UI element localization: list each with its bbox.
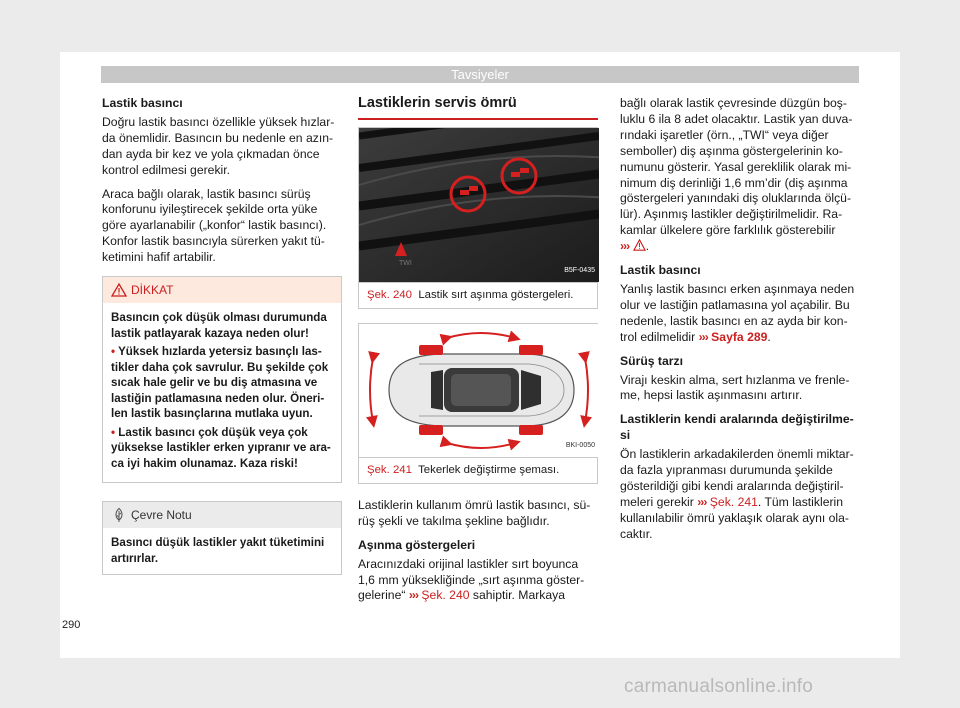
figure-caption-text: Lastik sırt aşınma göstergeleri. (418, 288, 574, 301)
bullet-text: Lastik basıncı çok düşük veya çok yüksekse lastikler erken yıpranır ve ara-ca iyi hakim olunamaz. Kaza riski! (111, 425, 331, 470)
reference-arrow: ››› (620, 239, 630, 254)
text: . (767, 329, 771, 344)
warning-box-header (103, 277, 341, 303)
warning-bullet (111, 344, 331, 422)
page-link[interactable]: Sayfa 289 (711, 329, 768, 344)
text: Ön lastiklerin arkadakilerden önemli miktar-da fazla yıpranması durumunda şekilde gösterildiği gibi kendi aralarında değiştiril-meleri gerekir (620, 447, 854, 509)
paragraph: Doğru lastik basıncı özellikle yüksek hızlar-da önemlidir. Basıncın bu nedenle en azın-dan ayda bir kez ve yola çıkmadan önce kontrol edilmesi gerekir. (102, 114, 335, 177)
text: bağlı olarak lastik çevresinde düzgün boş-luklu 6 ila 8 adet olacaktır. Lastik yan duva-rındaki işaretler (örn., „TWI“ veya diğer semboller) diş aşınma göstergelerinin ko-numunu gösterir. Yasal gereklilik olarak mi-nimum diş derinliği 1,6 mm’dir (diş aşınma göstergeleri yanındaki diş oluklarında ölçü-lür). Aşınmış lastikler değiştirilmelidir. Ra-kamlar ülkelere göre farklılık gösterebilir (620, 96, 853, 238)
column-middle (358, 96, 598, 612)
text: Aracınızdaki orijinal lastikler sırt boyunca 1,6 mm yüksekliğinde „sırt aşınma göster-gelerine“ (358, 556, 585, 603)
paragraph (620, 447, 860, 542)
paragraph (620, 282, 860, 346)
paragraph (620, 96, 860, 255)
column-left (102, 96, 342, 575)
text: Yanlış lastik basıncı erken aşınmaya neden olur ve lastiğin patlamasına yol açabilir. Bu nedenle, lastik basıncı en az ayda bir kon-trol edilmelidir (620, 281, 855, 344)
leaf-icon (111, 507, 127, 523)
warning-triangle-icon (111, 282, 127, 298)
reference-arrow: ››› (697, 494, 707, 509)
figure-caption (359, 282, 597, 308)
driving-style-heading: Sürüş tarzı (620, 353, 683, 368)
paragraph (358, 557, 598, 605)
figure-241 (358, 323, 598, 484)
figure-240 (358, 127, 598, 309)
paragraph: Araca bağlı olarak, lastik basıncı sürüş konforunu iyileştirecek şekilde orta yüke göre ayarlanabilir („konfor“ lastik basıncı). Konfor lastik basıncıyla sürerken yakıt tü-ketimini hafif artabilir. (102, 186, 327, 265)
tire-tread-image (359, 128, 599, 282)
image-code: BKI-0050 (565, 442, 595, 449)
text: . (645, 239, 649, 254)
eco-note-box (102, 501, 342, 575)
paragraph: Lastiklerin kullanım ömrü lastik basıncı, sü-rüş şekli ve takılma şekline bağlıdır. (358, 497, 591, 528)
warning-triangle-icon[interactable] (633, 239, 646, 251)
figure-link[interactable]: Şek. 240 (421, 588, 470, 603)
section-title: Lastiklerin servis ömrü (358, 96, 598, 120)
warning-body (103, 303, 341, 482)
figure-link[interactable]: Şek. 241 (709, 494, 758, 509)
image-code: B5F-0435 (564, 267, 595, 274)
tire-rotation-diagram (359, 324, 599, 457)
reference-arrow: ››› (698, 329, 708, 344)
warning-bullet (111, 425, 331, 472)
warning-lead: Basıncın çok düşük olması durumunda lastik patlayarak kazaya neden olur! (111, 311, 327, 340)
column-right (620, 96, 860, 551)
bullet-mark: • (111, 425, 116, 439)
text: sahiptir. Markaya (472, 588, 566, 603)
tire-rotation-heading: Lastiklerin kendi aralarında değiştirilme-si (620, 412, 854, 443)
figure-caption-text: Tekerlek değiştirme şeması. (418, 463, 560, 476)
tire-pressure-heading: Lastik basıncı (620, 263, 701, 278)
eco-note-header (103, 502, 341, 528)
warning-box (102, 276, 342, 483)
tire-tread-illustration (359, 128, 599, 282)
wear-indicators-heading: Aşınma göstergeleri (358, 537, 476, 552)
page-number: 290 (62, 619, 81, 631)
figure-label: Şek. 240 (367, 288, 412, 301)
bullet-mark: • (111, 345, 116, 359)
warning-title: DİKKAT (131, 283, 174, 298)
figure-caption (359, 457, 597, 483)
eco-note-body: Basıncı düşük lastikler yakıt tüketimini artırırlar. (111, 536, 325, 565)
tire-rotation-image (359, 324, 599, 457)
reference-arrow: ››› (408, 588, 419, 603)
bullet-text: Yüksek hızlarda yetersiz basınçlı las-tikler daha çok savrulur. Bu şekilde çok sıcak hale gelir ve bu diş atmasına ve lastiğin patlamasına neden olur. Öneri-len lastik basınçlarına mutlaka uyun. (111, 345, 329, 421)
text: . Tüm lastiklerin kullanılabilir ömrü yaklaşık olarak aynı ola-caktır. (620, 494, 849, 541)
paragraph: Virajı keskin alma, sert hızlanma ve frenle-me, hepsi lastik aşınmasını artırır. (620, 372, 850, 403)
figure-label: Şek. 241 (367, 463, 412, 476)
page-header: Tavsiyeler (101, 66, 859, 83)
twi-label: TWI (399, 259, 412, 267)
eco-note-title: Çevre Notu (131, 508, 192, 523)
tire-pressure-heading: Lastik basıncı (102, 96, 183, 110)
watermark: carmanualsonline.info (624, 676, 814, 697)
